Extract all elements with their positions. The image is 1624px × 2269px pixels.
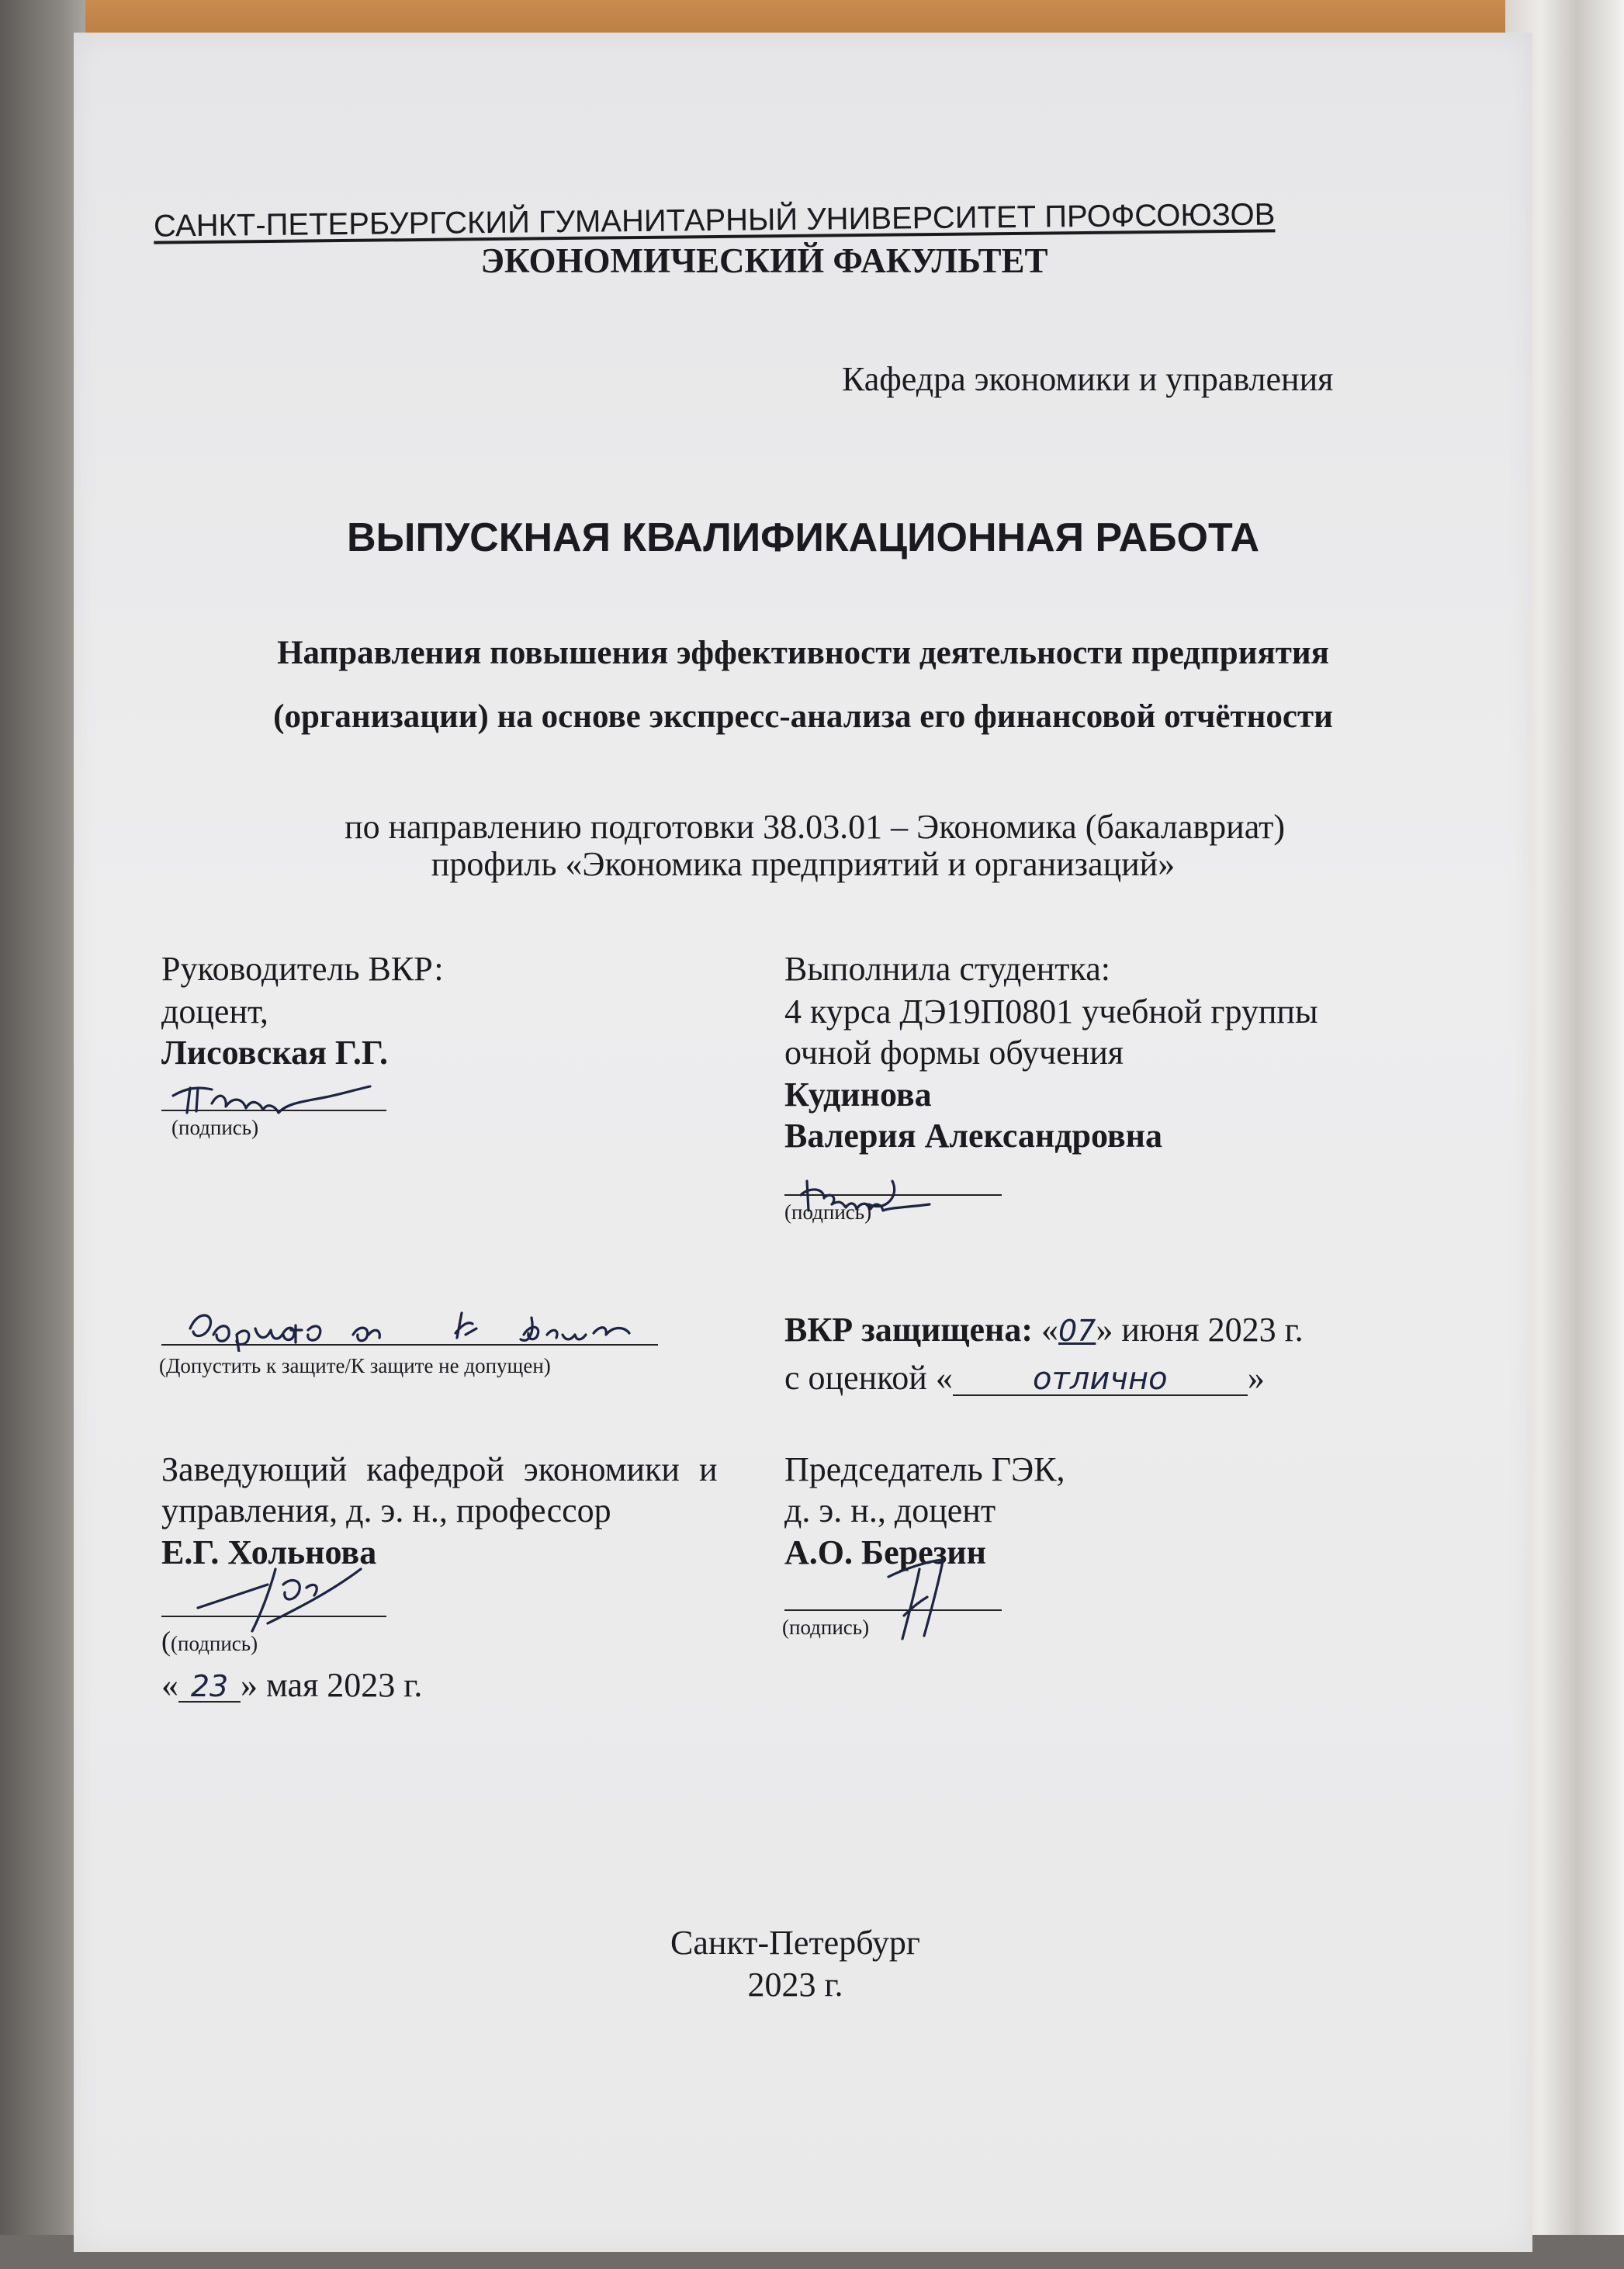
- thesis-topic-line-2: (организации) на основе экспресс-анализа его финансовой отчётности: [273, 698, 1333, 735]
- study-direction: по направлению подготовки 38.03.01 – Экономика (бакалавриат): [345, 808, 1285, 846]
- head-title-line-1: Заведующий кафедрой экономики и: [161, 1450, 718, 1488]
- grade-value: отлично: [953, 1363, 1248, 1396]
- chair-degree: д. э. н., доцент: [784, 1491, 996, 1529]
- student-surname: Кудинова: [784, 1076, 932, 1114]
- student-group: 4 курса ДЭ19П0801 учебной группы: [784, 992, 1318, 1031]
- admission-handwriting: [159, 1290, 671, 1352]
- head-caption-text: (подпись): [171, 1632, 258, 1655]
- admission-caption: (Допустить к защите/К защите не допущен): [159, 1354, 551, 1377]
- head-title-line-2: управления, д. э. н., профессор: [161, 1491, 611, 1529]
- head-date-rest: » мая 2023 г.: [241, 1666, 423, 1704]
- defense-date-rest: » июня 2023 г.: [1096, 1311, 1304, 1349]
- supervisor-signature-caption: (подпись): [171, 1116, 259, 1139]
- student-name: Валерия Александровна: [784, 1117, 1162, 1155]
- defense-grade: [784, 1361, 1265, 1396]
- head-date: [161, 1668, 422, 1703]
- city: Санкт-Петербург: [670, 1924, 920, 1962]
- chair-name: А.О. Березин: [784, 1533, 987, 1571]
- binding-spine: [0, 0, 85, 2269]
- thesis-topic-line-1: Направления повышения эффективности деятельности предприятия: [277, 635, 1329, 671]
- grade-suffix: »: [1247, 1359, 1265, 1397]
- study-profile: профиль «Экономика предприятий и организаций»: [431, 845, 1176, 883]
- chair-signature-caption: (подпись): [782, 1616, 870, 1639]
- defense-label: ВКР защищена:: [784, 1311, 1033, 1349]
- department-name: Кафедра экономики и управления: [842, 360, 1334, 398]
- chair-signature: [873, 1546, 1013, 1654]
- chair-label: Председатель ГЭК,: [784, 1450, 1065, 1488]
- title-page: [74, 33, 1532, 2252]
- head-signature-caption: ((подпись): [161, 1626, 258, 1657]
- grade-prefix: с оценкой «: [784, 1359, 953, 1397]
- student-signature-caption: (подпись): [784, 1200, 872, 1224]
- document-type: ВЫПУСКНАЯ КВАЛИФИКАЦИОННАЯ РАБОТА: [346, 515, 1260, 560]
- head-name: Е.Г. Хольнова: [161, 1533, 377, 1571]
- student-study-form: очной формы обучения: [784, 1034, 1124, 1072]
- supervisor-name: Лисовская Г.Г.: [161, 1034, 388, 1072]
- student-label: Выполнила студентка:: [784, 950, 1110, 988]
- defense-result: [784, 1313, 1304, 1347]
- head-signature: [190, 1554, 407, 1639]
- defense-date-open: «: [1041, 1311, 1058, 1349]
- defense-day: 07: [1058, 1314, 1096, 1348]
- head-day: 23: [178, 1671, 241, 1703]
- faculty-name: ЭКОНОМИЧЕСКИЙ ФАКУЛЬТЕТ: [480, 241, 1048, 280]
- supervisor-label: Руководитель ВКР:: [161, 950, 444, 988]
- year: 2023 г.: [747, 1966, 843, 2004]
- supervisor-position: доцент,: [161, 992, 268, 1031]
- head-date-open: «: [161, 1666, 178, 1704]
- university-name: САНКТ-ПЕТЕРБУРГСКИЙ ГУМАНИТАРНЫЙ УНИВЕРСИТЕТ ПРОФСОЮЗОВ: [153, 197, 1276, 244]
